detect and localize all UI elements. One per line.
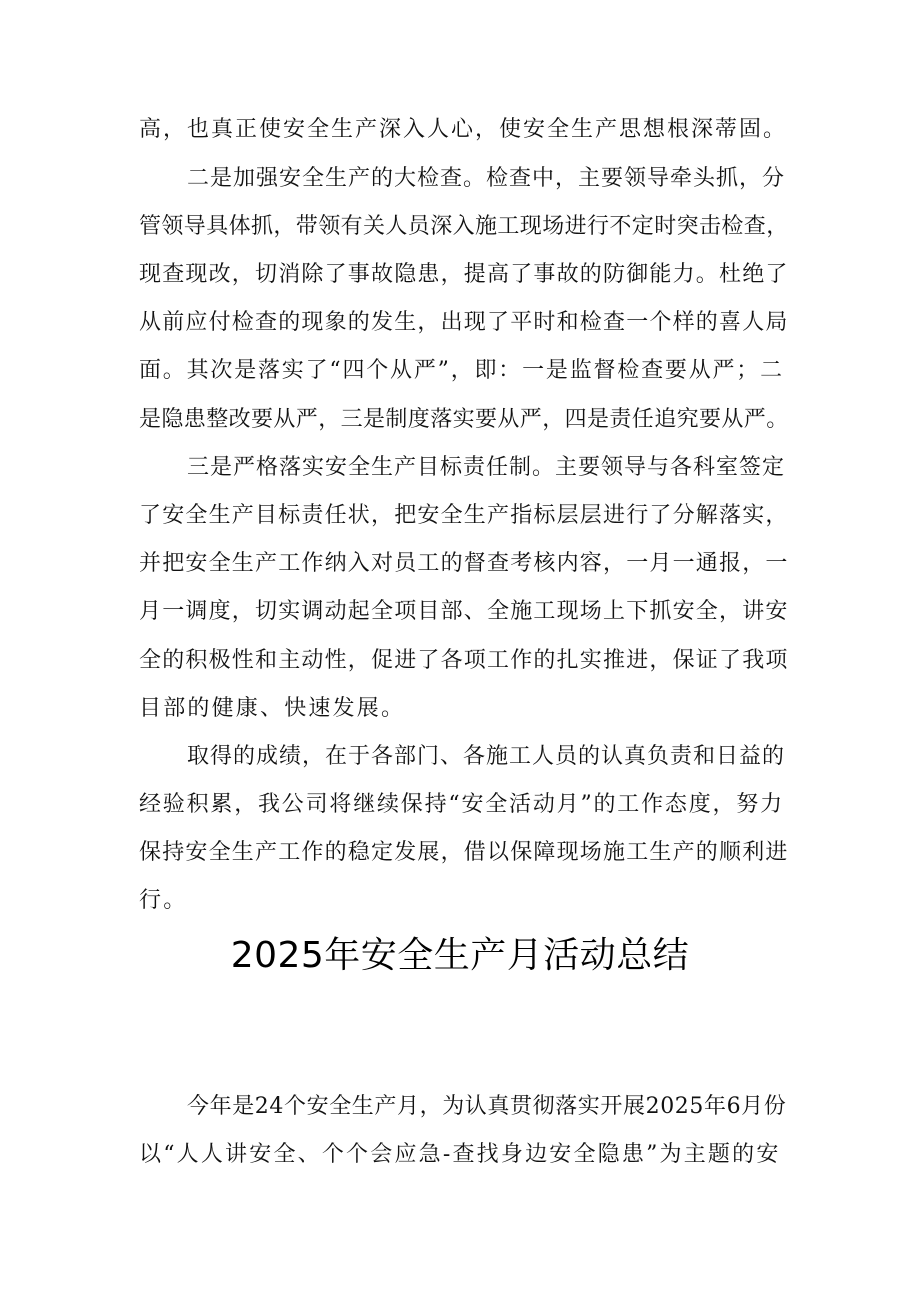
paragraph-line: 以“人人讲安全、个个会应急-查找身边安全隐患”为主题的安 — [139, 1142, 781, 1167]
paragraph-line: 二是加强安全生产的大检查。检查中，主要领导牵头抓，分 — [187, 166, 786, 191]
paragraph-line: 了安全生产目标责任状，把安全生产指标层层进行了分解落实， — [139, 503, 789, 528]
paragraph-line: 三是严格落实安全生产目标责任制。主要领导与各科室签定 — [187, 455, 786, 480]
paragraph-line: 面。其次是落实了“四个从严”，即：一是监督检查要从严；二 — [139, 358, 784, 383]
paragraph-line: 取得的成绩，在于各部门、各施工人员的认真负责和日益的 — [187, 744, 786, 769]
paragraph-line: 管领导具体抓，带领有关人员深入施工现场进行不定时突击检查， — [139, 214, 789, 239]
paragraph-line: 并把安全生产工作纳入对员工的督查考核内容，一月一通报，一 — [139, 551, 789, 576]
paragraph-line: 月一调度，切实调动起全项目部、全施工现场上下抓安全，讲安 — [139, 599, 789, 624]
paragraph-line: 从前应付检查的现象的发生，出现了平时和检查一个样的喜人局 — [139, 310, 789, 335]
paragraph-line: 高，也真正使安全生产深入人心，使安全生产思想根深蒂固。 — [139, 117, 788, 142]
paragraph-line: 全的积极性和主动性，促进了各项工作的扎实推进，保证了我项 — [139, 648, 789, 673]
paragraph-line: 现查现改，切消除了事故隐患，提高了事故的防御能力。杜绝了 — [139, 262, 789, 287]
document-title: 2025年安全生产月活动总结 — [230, 935, 690, 976]
paragraph-line: 是隐患整改要从严，三是制度落实要从严，四是责任追究要从严。 — [139, 407, 789, 432]
paragraph-line: 经验积累，我公司将继续保持“安全活动月”的工作态度，努力 — [139, 792, 784, 817]
paragraph-line: 保持安全生产工作的稳定发展，借以保障现场施工生产的顺利进 — [139, 840, 789, 865]
paragraph-line: 行。 — [139, 888, 188, 913]
paragraph-line: 目部的健康、快速发展。 — [139, 696, 406, 721]
paragraph-line: 今年是24个安全生产月，为认真贯彻落实开展2025年6月份 — [187, 1094, 787, 1119]
